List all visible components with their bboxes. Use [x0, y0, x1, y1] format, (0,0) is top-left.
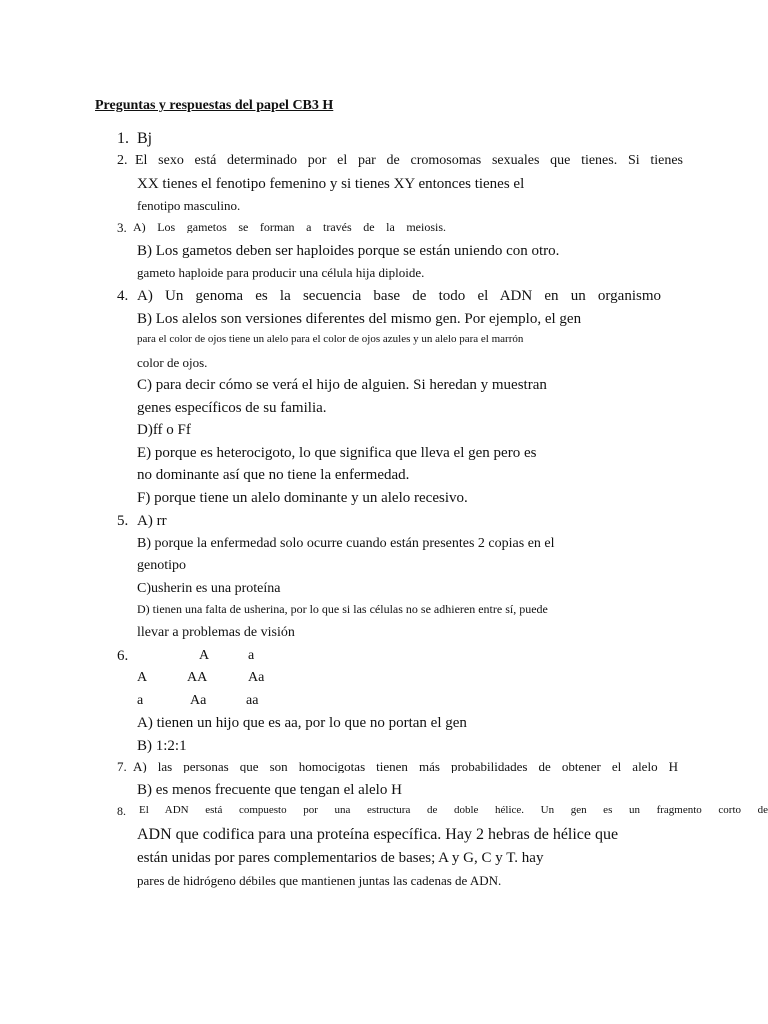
question-8-line-4: pares de hidrógeno débiles que mantienen juntas las cadenas de ADN. [137, 873, 502, 888]
question-4-line-6: genes específicos de su familia. [137, 400, 327, 416]
question-5-line-4: C)usherin es una proteína [137, 581, 281, 596]
question-2-line-2: XX tienes el fenotipo femenino y si tienes XY entonces tienes el [137, 176, 525, 192]
question-4-number: 4. [117, 288, 129, 304]
punnett-header-1: A [199, 648, 210, 663]
question-6-number: 6. [117, 648, 129, 664]
question-7-number: 7. [117, 759, 127, 774]
question-6-line-2: B) 1:2:1 [137, 738, 187, 754]
question-4-line-8: E) porque es heterocigoto, lo que significa que lleva el gen pero es [137, 445, 537, 461]
question-7-line-1: A) las personas que son homocigotas tienen más probabilidades de obtener el alelo H [133, 760, 678, 773]
question-4-line-3: para el color de ojos tiene un alelo para el color de ojos azules y un alelo para el marrón [137, 333, 524, 345]
punnett-cell-1-1: AA [187, 670, 208, 685]
question-1-number: 1. [117, 130, 129, 147]
question-5-line-2: B) porque la enfermedad solo ocurre cuando están presentes 2 copias en el [137, 536, 555, 551]
question-8-number: 8. [117, 804, 126, 818]
punnett-row-2-label: a [137, 693, 144, 708]
punnett-header-2: a [248, 648, 255, 663]
question-5-line-5: D) tienen una falta de usherina, por lo que si las células no se adhieren entre sí, puede [137, 602, 548, 616]
question-2-number: 2. [117, 153, 128, 168]
question-8-line-1: El ADN está compuesto por una estructura de doble hélice. Un gen es un fragmento corto de [139, 805, 768, 816]
question-3-line-3: gameto haploide para producir una célula hija diploide. [137, 265, 425, 280]
question-6-line-1: A) tienen un hijo que es aa, por lo que no portan el gen [137, 715, 467, 731]
question-5-line-1: A) rr [137, 513, 167, 529]
question-4-line-9: no dominante así que no tiene la enfermedad. [137, 467, 410, 483]
question-4-line-10: F) porque tiene un alelo dominante y un alelo recesivo. [137, 490, 468, 506]
document-title: Preguntas y respuestas del papel CB3 H [95, 98, 334, 113]
question-3-number: 3. [117, 220, 127, 235]
question-4-line-4: color de ojos. [137, 355, 208, 370]
question-1-answer: Bj [137, 130, 153, 147]
question-8-line-3: están unidas por pares complementarios de bases; A y G, C y T. hay [137, 850, 544, 866]
question-3-line-2: B) Los gametos deben ser haploides porque se están uniendo con otro. [137, 243, 560, 259]
punnett-cell-2-1: Aa [190, 693, 207, 708]
question-2-line-1: El sexo está determinado por el par de cromosomas sexuales que tienes. Si tienes [135, 154, 683, 168]
punnett-cell-1-2: Aa [248, 670, 265, 685]
question-5-number: 5. [117, 513, 129, 529]
punnett-cell-2-2: aa [246, 693, 259, 708]
question-2-line-3: fenotipo masculino. [137, 198, 241, 213]
question-8-line-2: ADN que codifica para una proteína específica. Hay 2 hebras de hélice que [137, 826, 619, 843]
punnett-row-1-label: A [137, 670, 148, 685]
question-4-line-7: D)ff o Ff [137, 422, 191, 438]
question-3-line-1: A) Los gametos se forman a través de la meiosis. [133, 221, 446, 233]
question-7-line-2: B) es menos frecuente que tengan el alelo H [137, 782, 402, 798]
question-4-line-2: B) Los alelos son versiones diferentes del mismo gen. Por ejemplo, el gen [137, 311, 582, 327]
question-5-line-3: genotipo [137, 558, 186, 573]
question-5-line-6: llevar a problemas de visión [137, 625, 295, 640]
question-4-line-1: A) Un genoma es la secuencia base de todo el ADN en un organismo [137, 289, 661, 304]
question-4-line-5: C) para decir cómo se verá el hijo de alguien. Si heredan y muestran [137, 377, 547, 393]
